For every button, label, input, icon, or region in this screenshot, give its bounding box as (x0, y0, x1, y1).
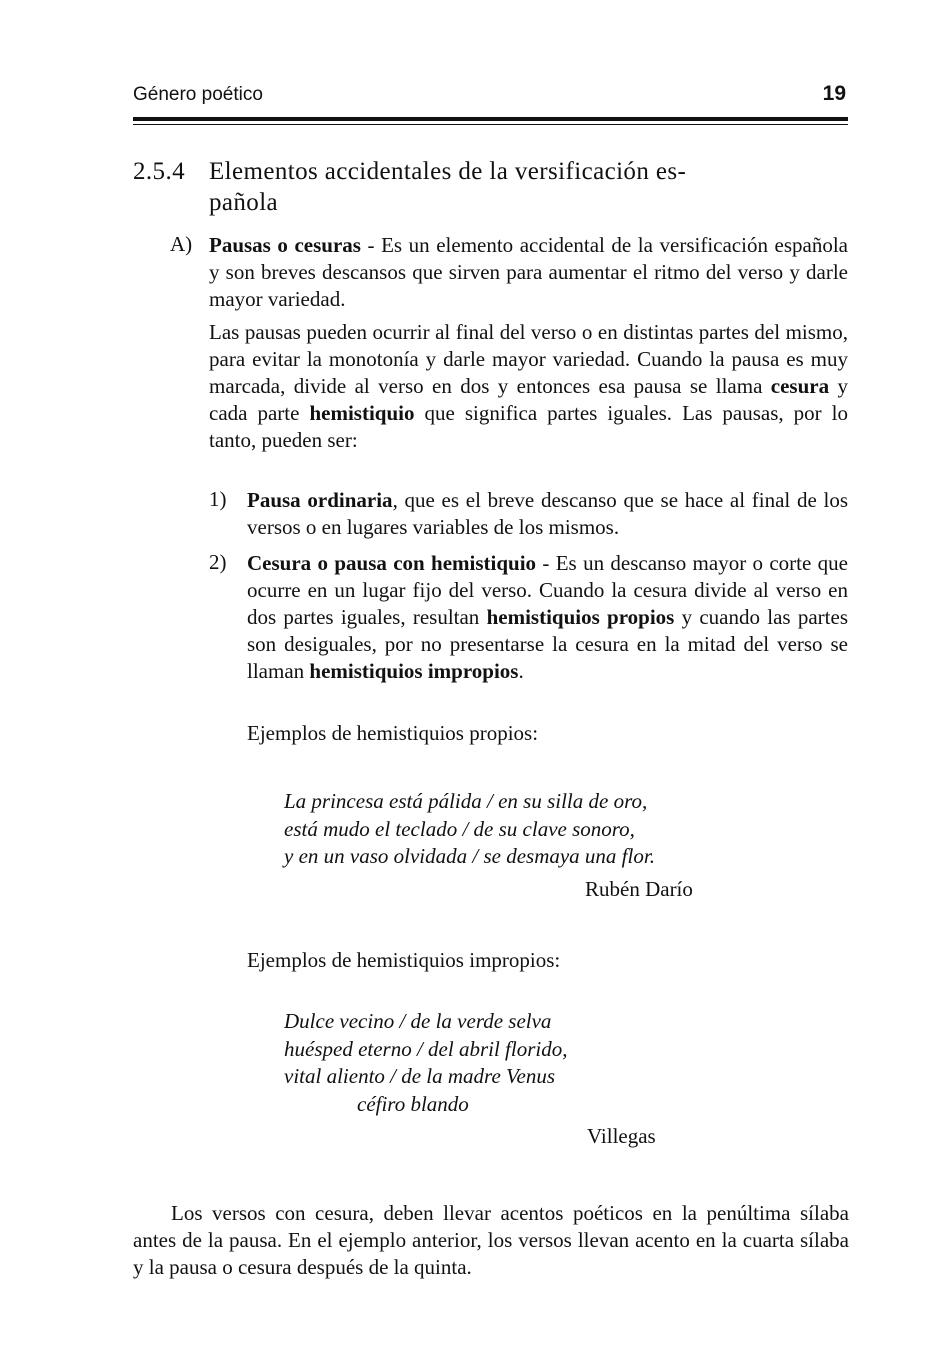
list-item-1 (247, 487, 848, 541)
poem-line: huésped eterno / del abril florido, (284, 1036, 568, 1061)
item-a-p1-text: - Es un elemento accidental de la versificación española y son breves descansos que sirven para aumentar el ritmo del verso y darle mayor variedad. (209, 233, 848, 311)
list-item-1-marker: 1) (209, 487, 227, 511)
header-rule-thick (133, 117, 848, 121)
poem-line: y en un vaso olvidada / se desmaya una flor. (284, 844, 655, 868)
poem-improper (284, 1008, 567, 1118)
poem-line: céfiro blando (357, 1091, 469, 1116)
item-a-p2-text-c: que significa partes iguales. Las pausas, por lo tanto, pueden ser: (209, 401, 849, 452)
term-hemistiquios-impropios: hemistiquios impropios (309, 659, 519, 683)
list-item-2-marker: 2) (209, 550, 227, 574)
running-title: Género poético (133, 84, 263, 105)
list-item-2-text-b: y cuando las partes son desiguales, por no presentarse la cesura en la mitad del verso se llaman (247, 605, 848, 683)
term-pausa-ordinaria: Pausa ordinaria (247, 488, 393, 512)
examples-improper-label: Ejemplos de hemistiquios impropios: (247, 948, 561, 972)
closing-paragraph: Los versos con cesura, deben llevar acentos poéticos en la penúltima sílaba antes de la pausa. En el ejemplo anterior, los versos llevan acento en la cuarta sílaba y la pausa o cesura después de la quinta. (133, 1201, 849, 1279)
poem-improper-author: Villegas (587, 1124, 656, 1148)
item-a-paragraph-1 (209, 232, 848, 313)
item-a-term: Pausas o cesuras (209, 233, 361, 257)
section-number: 2.5.4 (133, 158, 185, 185)
page-number: 19 (822, 82, 846, 105)
poem-proper-author: Rubén Darío (585, 877, 693, 901)
term-hemistiquio: hemistiquio (309, 401, 415, 425)
list-item-2-text-c: . (518, 659, 524, 683)
item-a-marker: A) (170, 232, 193, 256)
poem-line: está mudo el teclado / de su clave sonoro, (284, 816, 635, 841)
header-rule-thin (133, 124, 848, 125)
list-item-2 (247, 550, 848, 685)
term-cesura-pausa: Cesura o pausa con hemistiquio (247, 551, 537, 575)
term-cesura: cesura (770, 374, 830, 398)
page-header (133, 80, 848, 114)
examples-proper-label: Ejemplos de hemistiquios propios: (247, 721, 539, 745)
poem-proper (284, 788, 655, 871)
poem-line: La princesa está pálida / en su silla de oro, (284, 789, 648, 813)
poem-line: vital aliento / de la madre Venus (284, 1064, 556, 1088)
list-item-2-text-a: - Es un descanso mayor o corte que ocurre en un lugar fijo del verso. Cuando la cesura divide al verso en dos partes iguales, resultan (247, 551, 848, 629)
poem-line: Dulce vecino / de la verde selva (284, 1009, 552, 1033)
section-title-line-2: pañola (209, 189, 279, 216)
item-a-p2-text-a: Las pausas pueden ocurrir al final del verso o en distintas partes del mismo, para evitar la monotonía y darle mayor variedad. Cuando la pausa es muy marcada, divide al verso en dos y entonces esa pausa se llama (209, 320, 848, 398)
section-title-line-1: Elementos accidentales de la versificación es- (209, 158, 687, 185)
section-title (209, 156, 809, 218)
term-hemistiquios-propios: hemistiquios propios (486, 605, 675, 629)
item-a-paragraph-2 (209, 319, 848, 454)
item-a-p2-text-b: y cada parte (209, 374, 848, 425)
list-item-1-text: , que es el breve descanso que se hace al final de los versos o en lugares variables de los mismos. (247, 488, 848, 539)
